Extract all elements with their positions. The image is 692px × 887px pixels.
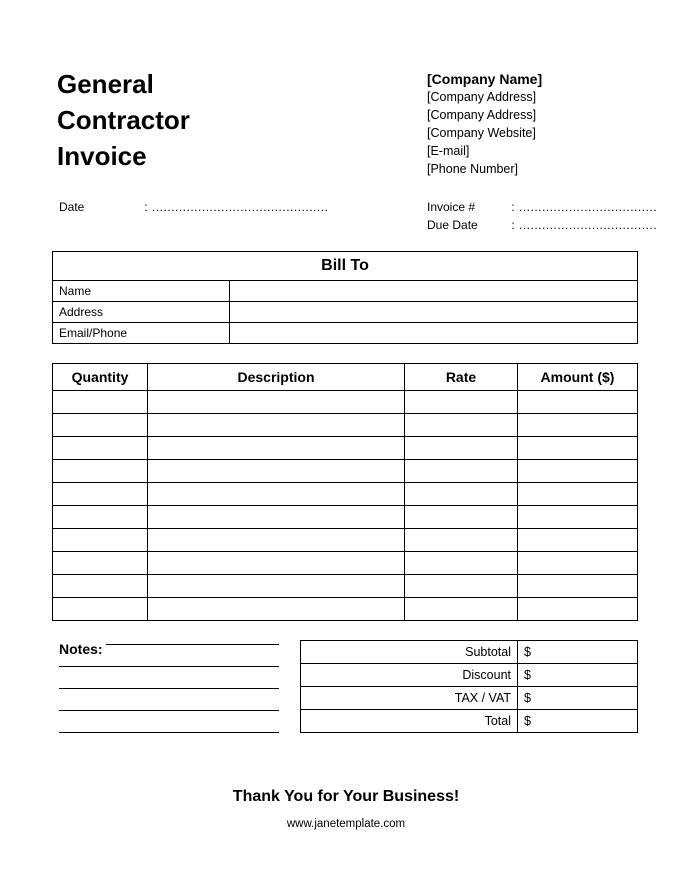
notes-section [59, 641, 103, 657]
bill-to-input-name[interactable] [230, 281, 638, 302]
bill-to-row-address [53, 302, 638, 323]
table-row [53, 552, 638, 575]
tax-label: TAX / VAT [301, 687, 518, 710]
totals-row-tax [301, 687, 638, 710]
title-line-1: General [57, 69, 154, 99]
tax-value[interactable]: $ [518, 687, 638, 710]
items-body [53, 391, 638, 621]
total-value[interactable]: $ [518, 710, 638, 733]
bill-to-input-address[interactable] [230, 302, 638, 323]
bill-to-label-address: Address [53, 302, 230, 323]
invoice-number-label: Invoice # [427, 200, 476, 214]
quantity-cell[interactable] [53, 391, 148, 414]
due-date-label: Due Date [427, 218, 478, 232]
quantity-cell[interactable] [53, 552, 148, 575]
date-label: Date [59, 200, 85, 214]
rate-cell[interactable] [405, 506, 518, 529]
notes-line-2[interactable] [59, 666, 279, 667]
description-cell[interactable] [148, 552, 405, 575]
totals-table [300, 640, 638, 733]
quantity-cell[interactable] [53, 483, 148, 506]
amount-cell[interactable] [518, 483, 638, 506]
totals-row-discount [301, 664, 638, 687]
totals-row-subtotal [301, 641, 638, 664]
bill-to-row-email-phone [53, 323, 638, 344]
description-cell[interactable] [148, 460, 405, 483]
table-row [53, 437, 638, 460]
company-info [427, 70, 542, 178]
rate-cell[interactable] [405, 414, 518, 437]
rate-cell[interactable] [405, 437, 518, 460]
notes-line-5[interactable] [59, 732, 279, 733]
description-cell[interactable] [148, 483, 405, 506]
company-email[interactable]: [E-mail] [427, 144, 470, 158]
rate-cell[interactable] [405, 391, 518, 414]
table-row [53, 483, 638, 506]
items-header-row [53, 364, 638, 391]
description-cell[interactable] [148, 437, 405, 460]
notes-line-4[interactable] [59, 710, 279, 711]
due-date-row [427, 216, 657, 234]
invoice-number-row [427, 198, 657, 216]
amount-cell[interactable] [518, 460, 638, 483]
bill-to-label-email-phone: Email/Phone [53, 323, 230, 344]
footer-website[interactable]: www.janetemplate.com [286, 818, 406, 830]
discount-label: Discount [301, 664, 518, 687]
table-row [53, 391, 638, 414]
company-name[interactable]: [Company Name] [427, 71, 543, 87]
invoice-number-field[interactable]: : .................................... [511, 200, 658, 214]
rate-cell[interactable] [405, 529, 518, 552]
amount-cell[interactable] [518, 529, 638, 552]
quantity-cell[interactable] [53, 437, 148, 460]
notes-line-3[interactable] [59, 688, 279, 689]
bill-to-input-email-phone[interactable] [230, 323, 638, 344]
table-row [53, 414, 638, 437]
items-table [52, 363, 638, 621]
amount-cell[interactable] [518, 414, 638, 437]
discount-value[interactable]: $ [518, 664, 638, 687]
subtotal-label: Subtotal [301, 641, 518, 664]
table-row [53, 460, 638, 483]
amount-cell[interactable] [518, 391, 638, 414]
notes-label: Notes: [59, 641, 103, 657]
amount-cell[interactable] [518, 506, 638, 529]
thank-you-message: Thank You for Your Business! [232, 788, 460, 805]
due-date-field[interactable]: : .................................... [511, 218, 658, 232]
description-cell[interactable] [148, 598, 405, 621]
col-description: Description [148, 364, 405, 391]
rate-cell[interactable] [405, 552, 518, 575]
rate-cell[interactable] [405, 483, 518, 506]
title-line-3: Invoice [57, 141, 147, 171]
amount-cell[interactable] [518, 598, 638, 621]
date-row [59, 198, 328, 216]
col-amount: Amount ($) [518, 364, 638, 391]
amount-cell[interactable] [518, 552, 638, 575]
table-row [53, 506, 638, 529]
table-row [53, 598, 638, 621]
col-rate: Rate [405, 364, 518, 391]
bill-to-label-name: Name [53, 281, 230, 302]
quantity-cell[interactable] [53, 529, 148, 552]
quantity-cell[interactable] [53, 414, 148, 437]
quantity-cell[interactable] [53, 506, 148, 529]
bill-to-heading: Bill To [53, 252, 638, 281]
totals-row-total [301, 710, 638, 733]
rate-cell[interactable] [405, 575, 518, 598]
company-website[interactable]: [Company Website] [427, 126, 536, 140]
date-field[interactable]: : .............................................. [144, 200, 329, 214]
subtotal-value[interactable]: $ [518, 641, 638, 664]
notes-line-1[interactable] [106, 644, 279, 645]
quantity-cell[interactable] [53, 575, 148, 598]
quantity-cell[interactable] [53, 460, 148, 483]
description-cell[interactable] [148, 529, 405, 552]
rate-cell[interactable] [405, 460, 518, 483]
quantity-cell[interactable] [53, 598, 148, 621]
title-line-2: Contractor [57, 105, 190, 135]
company-phone[interactable]: [Phone Number] [427, 162, 519, 176]
table-row [53, 575, 638, 598]
company-address-2[interactable]: [Company Address] [427, 108, 537, 122]
invoice-title [57, 66, 190, 174]
bill-to-table [52, 251, 638, 344]
company-address-1[interactable]: [Company Address] [427, 90, 537, 104]
description-cell[interactable] [148, 506, 405, 529]
rate-cell[interactable] [405, 598, 518, 621]
amount-cell[interactable] [518, 575, 638, 598]
total-label: Total [301, 710, 518, 733]
description-cell[interactable] [148, 575, 405, 598]
bill-to-row-name [53, 281, 638, 302]
amount-cell[interactable] [518, 437, 638, 460]
description-cell[interactable] [148, 391, 405, 414]
table-row [53, 529, 638, 552]
col-quantity: Quantity [53, 364, 148, 391]
description-cell[interactable] [148, 414, 405, 437]
